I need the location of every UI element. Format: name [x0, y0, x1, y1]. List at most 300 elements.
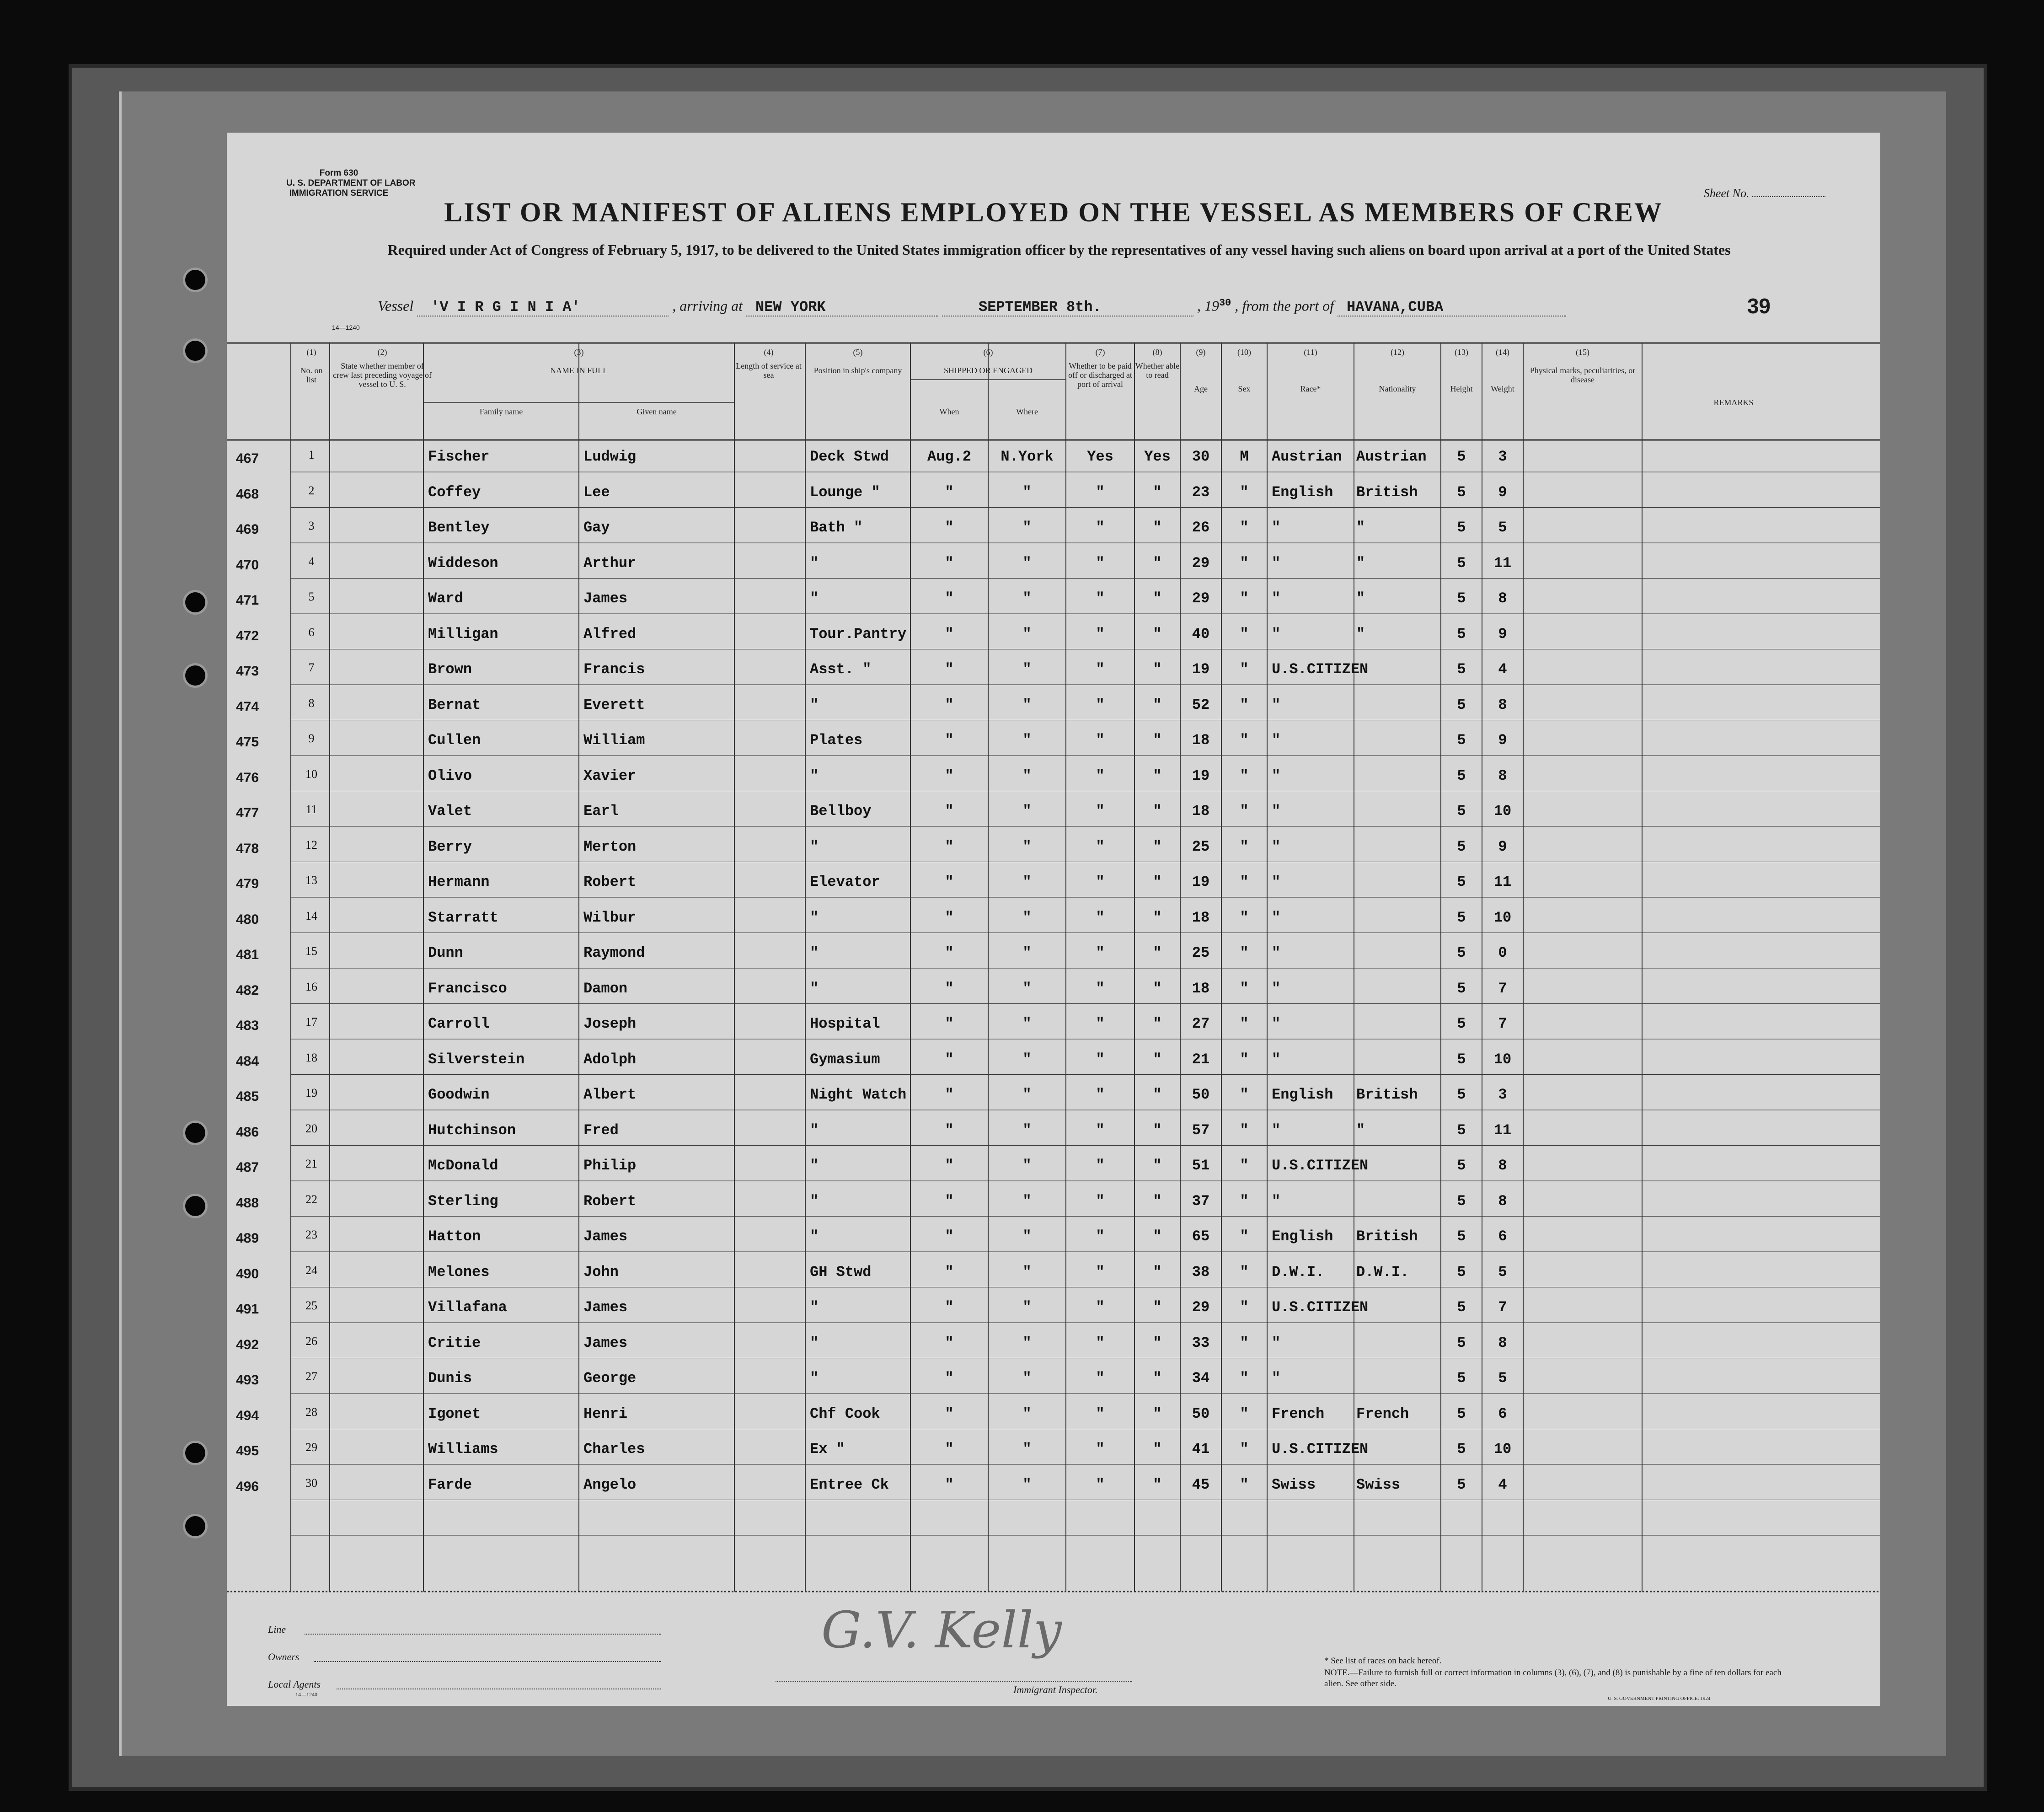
cell-paid: " — [1096, 1299, 1105, 1316]
cell-position: Bellboy — [810, 803, 872, 820]
cell-read: " — [1153, 590, 1162, 607]
cell-given: Raymond — [583, 944, 645, 961]
cell-given: Francis — [583, 661, 645, 678]
col12-header — [1354, 348, 1441, 393]
cell-position: Gymasium — [810, 1051, 880, 1068]
cell-height: 5 — [1457, 1405, 1466, 1422]
cell-when: " — [945, 1263, 954, 1281]
cell-age: 41 — [1192, 1441, 1210, 1458]
line-number: 475 — [236, 734, 259, 750]
inspector-blank — [776, 1681, 1132, 1682]
cell-when: " — [945, 1405, 954, 1422]
cell-race: " — [1272, 1015, 1281, 1032]
service-name: IMMIGRATION SERVICE — [289, 188, 389, 198]
cell-family: Carroll — [428, 1015, 490, 1032]
cell-no: 6 — [308, 625, 315, 639]
cell-race: " — [1272, 1051, 1281, 1068]
line-number: 493 — [236, 1372, 259, 1388]
cell-read: " — [1153, 1015, 1162, 1032]
cell-race: " — [1272, 732, 1281, 749]
cell-nat: " — [1356, 554, 1365, 572]
cell-paid: " — [1096, 625, 1105, 643]
cell-read: " — [1153, 1334, 1162, 1351]
col9-number: (9) — [1196, 348, 1206, 357]
printer-imprint: U. S. GOVERNMENT PRINTING OFFICE: 1924 — [1608, 1696, 1711, 1701]
cell-position: " — [810, 1299, 819, 1316]
cell-no: 2 — [308, 483, 315, 497]
cell-weight: 8 — [1498, 1192, 1507, 1210]
col11-header — [1267, 348, 1354, 393]
cell-family: Fischer — [428, 448, 490, 465]
cell-read: Yes — [1144, 448, 1171, 465]
cell-sex: " — [1240, 1441, 1249, 1458]
cell-where: " — [1022, 1121, 1032, 1139]
cell-height: 5 — [1457, 838, 1466, 855]
cell-family: Melones — [428, 1263, 490, 1281]
cell-weight: 8 — [1498, 767, 1507, 784]
cell-paid: " — [1096, 1334, 1105, 1351]
cell-race: " — [1272, 1334, 1281, 1351]
line-number: 486 — [236, 1124, 259, 1140]
cell-family: Hutchinson — [428, 1121, 516, 1139]
cell-weight: 0 — [1498, 944, 1507, 961]
cell-age: 21 — [1192, 1051, 1210, 1068]
cell-nat: " — [1356, 625, 1365, 643]
cell-age: 65 — [1192, 1228, 1210, 1245]
cell-position: Ex " — [810, 1441, 845, 1458]
col5-label: Position in ship's company — [813, 366, 902, 375]
col1-number: (1) — [306, 348, 316, 357]
cell-position: " — [810, 980, 819, 997]
cell-given: Robert — [583, 874, 637, 890]
cell-age: 50 — [1192, 1086, 1210, 1103]
cell-where: " — [1022, 838, 1032, 855]
cell-no: 30 — [305, 1476, 317, 1490]
cell-no: 16 — [305, 980, 317, 993]
vessel-name: 'V I R G I N I A' — [417, 299, 669, 316]
cell-paid: " — [1096, 909, 1105, 926]
cell-nat: Austrian — [1356, 448, 1427, 465]
cell-weight: 7 — [1498, 1015, 1507, 1032]
line-number: 488 — [236, 1195, 259, 1211]
cell-no: 5 — [308, 590, 315, 603]
cell-read: " — [1153, 625, 1162, 643]
cell-family: Widdeson — [428, 554, 498, 572]
line-number: 471 — [236, 593, 259, 608]
cell-position: Bath " — [810, 519, 863, 536]
col13-header — [1441, 348, 1482, 393]
cell-sex: " — [1240, 1299, 1249, 1316]
cell-race: English — [1272, 483, 1333, 501]
cell-no: 27 — [305, 1370, 317, 1383]
cell-when: " — [945, 554, 954, 572]
cell-paid: " — [1096, 1405, 1105, 1422]
cell-race: " — [1272, 625, 1281, 643]
cell-race: " — [1272, 874, 1281, 890]
cell-weight: 8 — [1498, 696, 1507, 713]
line-number: 484 — [236, 1053, 259, 1069]
cell-paid: " — [1096, 661, 1105, 678]
cell-height: 5 — [1457, 944, 1466, 961]
cell-height: 5 — [1457, 448, 1466, 465]
cell-read: " — [1153, 1299, 1162, 1316]
cell-weight: 5 — [1498, 519, 1507, 536]
cell-family: Francisco — [428, 980, 507, 997]
line-number: 468 — [236, 486, 259, 502]
cell-given: George — [583, 1370, 637, 1387]
cell-position: " — [810, 554, 819, 572]
cell-given: Adolph — [583, 1051, 637, 1068]
cell-age: 18 — [1192, 732, 1210, 749]
cell-sex: " — [1240, 1015, 1249, 1032]
cell-when: " — [945, 1476, 954, 1493]
cell-paid: " — [1096, 696, 1105, 713]
cell-no: 4 — [308, 554, 315, 568]
cell-position: Asst. " — [810, 661, 872, 678]
cell-position: " — [810, 909, 819, 926]
cell-position: Night Watch — [810, 1086, 907, 1103]
cell-sex: " — [1240, 1228, 1249, 1245]
cell-when: " — [945, 1441, 954, 1458]
cell-nat: " — [1356, 1121, 1365, 1139]
cell-age: 50 — [1192, 1405, 1210, 1422]
cell-paid: " — [1096, 874, 1105, 890]
cell-position: " — [810, 838, 819, 855]
cell-race: Swiss — [1272, 1476, 1316, 1493]
cell-read: " — [1153, 1121, 1162, 1139]
cell-where: " — [1022, 1051, 1032, 1068]
cell-weight: 6 — [1498, 1228, 1507, 1245]
form-number: Form 630 — [319, 168, 359, 178]
cell-read: " — [1153, 1157, 1162, 1174]
line-number: 473 — [236, 664, 259, 679]
cell-height: 5 — [1457, 1086, 1466, 1103]
cell-read: " — [1153, 1192, 1162, 1210]
cell-paid: " — [1096, 1086, 1105, 1103]
cell-family: Olivo — [428, 767, 472, 784]
line-number: 482 — [236, 982, 259, 998]
cell-position: Hospital — [810, 1015, 880, 1032]
document-title: LIST OR MANIFEST OF ALIENS EMPLOYED ON THE VESSEL AS MEMBERS OF CREW — [444, 197, 1663, 227]
cell-paid: " — [1096, 1121, 1105, 1139]
binder-hole — [183, 1194, 208, 1218]
cell-family: Bernat — [428, 696, 481, 713]
cell-when: " — [945, 1121, 954, 1139]
binder-hole — [183, 663, 208, 688]
cell-no: 12 — [305, 838, 317, 852]
cell-sex: " — [1240, 838, 1249, 855]
cell-paid: " — [1096, 767, 1105, 784]
cell-when: " — [945, 838, 954, 855]
cell-position: Deck Stwd — [810, 448, 889, 465]
cell-height: 5 — [1457, 483, 1466, 501]
cell-race: U.S.CITIZEN — [1272, 1441, 1369, 1458]
cell-when: " — [945, 1299, 954, 1316]
cell-given: William — [583, 732, 645, 749]
cell-where: " — [1022, 1192, 1032, 1210]
cell-nat: Swiss — [1356, 1476, 1401, 1493]
cell-family: Starratt — [428, 909, 498, 926]
cell-race: English — [1272, 1228, 1333, 1245]
cell-weight: 3 — [1498, 448, 1507, 465]
col7-number: (7) — [1095, 348, 1105, 357]
cell-where: " — [1022, 1334, 1032, 1351]
cell-weight: 8 — [1498, 1334, 1507, 1351]
cell-height: 5 — [1457, 1441, 1466, 1458]
cell-sex: " — [1240, 519, 1249, 536]
line-number: 479 — [236, 876, 259, 891]
manifest-sheet — [227, 133, 1880, 1706]
line-number: 483 — [236, 1018, 259, 1033]
cell-family: Coffey — [428, 483, 481, 501]
cell-age: 33 — [1192, 1334, 1210, 1351]
col14-label: Weight — [1491, 384, 1514, 393]
cell-where: " — [1022, 1263, 1032, 1281]
cell-age: 40 — [1192, 625, 1210, 643]
col3-label: NAME IN FULL — [550, 366, 608, 375]
cell-height: 5 — [1457, 696, 1466, 713]
col3a-label: Family name — [479, 407, 523, 416]
cell-read: " — [1153, 874, 1162, 890]
cell-height: 5 — [1457, 1192, 1466, 1210]
cell-given: Wilbur — [583, 909, 637, 926]
races-note: * See list of races on back hereof. — [1324, 1656, 1442, 1666]
cell-when: " — [945, 980, 954, 997]
cell-age: 29 — [1192, 1299, 1210, 1316]
cell-age: 34 — [1192, 1370, 1210, 1387]
cell-race: U.S.CITIZEN — [1272, 1157, 1369, 1174]
cell-where: " — [1022, 661, 1032, 678]
cell-read: " — [1153, 1086, 1162, 1103]
cell-weight: 10 — [1493, 1051, 1512, 1068]
document-subtitle: Required under Act of Congress of February 5, 1917, to be delivered to the United States immigration officer by the representatives of any vessel having such aliens on board upon arrival at a port of the United States — [387, 241, 1731, 258]
cell-given: John — [583, 1263, 619, 1281]
cell-sex: M — [1240, 448, 1249, 465]
cell-race: " — [1272, 554, 1281, 572]
cell-where: N.York — [1001, 448, 1054, 465]
line-number: 494 — [236, 1408, 259, 1423]
cell-family: Williams — [428, 1441, 498, 1458]
cell-given: Lee — [583, 483, 610, 501]
binder-hole — [183, 1441, 208, 1465]
cell-given: James — [583, 1299, 628, 1316]
cell-family: Dunn — [428, 944, 463, 961]
cell-given: James — [583, 590, 628, 607]
cell-no: 25 — [305, 1299, 317, 1312]
cell-age: 37 — [1192, 1192, 1210, 1210]
cell-when: Aug.2 — [927, 448, 971, 465]
col6-number: (6) — [983, 348, 993, 357]
cell-height: 5 — [1457, 519, 1466, 536]
cell-age: 18 — [1192, 980, 1210, 997]
cell-given: Albert — [583, 1086, 637, 1103]
cell-age: 19 — [1192, 767, 1210, 784]
col11-label: Race* — [1300, 384, 1321, 393]
cell-family: Bentley — [428, 519, 490, 536]
cell-no: 28 — [305, 1405, 317, 1419]
cell-age: 57 — [1192, 1121, 1210, 1139]
cell-when: " — [945, 625, 954, 643]
col3-number: (3) — [574, 348, 584, 357]
cell-weight: 11 — [1493, 874, 1512, 890]
cell-nat: British — [1356, 1228, 1418, 1245]
cell-sex: " — [1240, 696, 1249, 713]
cell-height: 5 — [1457, 1157, 1466, 1174]
cell-where: " — [1022, 554, 1032, 572]
cell-family: McDonald — [428, 1157, 498, 1174]
cell-paid: " — [1096, 1370, 1105, 1387]
col2-number: (2) — [377, 348, 387, 357]
cell-read: " — [1153, 1476, 1162, 1493]
cell-read: " — [1153, 696, 1162, 713]
cell-given: Gay — [583, 519, 610, 536]
col15-number: (15) — [1576, 348, 1589, 357]
col2-header — [332, 348, 433, 389]
cell-paid: " — [1096, 554, 1105, 572]
cell-no: 17 — [305, 1015, 317, 1029]
departure-port: HAVANA,CUBA — [1338, 299, 1566, 316]
cell-height: 5 — [1457, 803, 1466, 820]
cell-paid: " — [1096, 519, 1105, 536]
cell-no: 15 — [305, 944, 317, 958]
cell-height: 5 — [1457, 1476, 1466, 1493]
cell-when: " — [945, 1334, 954, 1351]
cell-age: 30 — [1192, 448, 1210, 465]
line-number: 489 — [236, 1231, 259, 1246]
line-number: 496 — [236, 1479, 259, 1494]
cell-no: 19 — [305, 1086, 317, 1099]
col15-label: Physical marks, peculiarities, or disease — [1530, 366, 1636, 384]
vessel-label: Vessel — [378, 297, 414, 314]
cell-weight: 8 — [1498, 1157, 1507, 1174]
cell-no: 10 — [305, 767, 317, 781]
cell-given: Earl — [583, 803, 619, 820]
col3b-label: Given name — [637, 407, 677, 416]
cell-race: " — [1272, 767, 1281, 784]
cell-weight: 11 — [1493, 554, 1512, 572]
cell-race: French — [1272, 1405, 1325, 1422]
cell-given: James — [583, 1228, 628, 1245]
cell-read: " — [1153, 1370, 1162, 1387]
cell-sex: " — [1240, 1476, 1249, 1493]
cell-sex: " — [1240, 590, 1249, 607]
cell-sex: " — [1240, 1263, 1249, 1281]
col11-number: (11) — [1304, 348, 1317, 357]
cell-sex: " — [1240, 909, 1249, 926]
cell-family: Cullen — [428, 732, 481, 749]
line-number: 474 — [236, 699, 259, 714]
arrival-port: NEW YORK — [746, 299, 938, 316]
cell-age: 26 — [1192, 519, 1210, 536]
cell-height: 5 — [1457, 590, 1466, 607]
cell-weight: 8 — [1498, 590, 1507, 607]
cell-weight: 3 — [1498, 1086, 1507, 1103]
col1-label: No. on list — [300, 366, 323, 384]
cell-height: 5 — [1457, 1263, 1466, 1281]
cell-height: 5 — [1457, 1228, 1466, 1245]
cell-where: " — [1022, 483, 1032, 501]
cell-paid: " — [1096, 838, 1105, 855]
cell-height: 5 — [1457, 1051, 1466, 1068]
cell-age: 25 — [1192, 944, 1210, 961]
cell-where: " — [1022, 590, 1032, 607]
col6b-label: Where — [1016, 407, 1038, 416]
cell-height: 5 — [1457, 554, 1466, 572]
cell-where: " — [1022, 625, 1032, 643]
cell-age: 25 — [1192, 838, 1210, 855]
owners-label: Owners — [268, 1651, 300, 1662]
cell-given: Charles — [583, 1441, 645, 1458]
cell-read: " — [1153, 944, 1162, 961]
cell-paid: " — [1096, 732, 1105, 749]
cell-weight: 4 — [1498, 661, 1507, 678]
cell-position: " — [810, 696, 819, 713]
col5-number: (5) — [853, 348, 863, 357]
cell-age: 23 — [1192, 483, 1210, 501]
cell-race: " — [1272, 909, 1281, 926]
cell-age: 29 — [1192, 554, 1210, 572]
col1-header — [294, 348, 328, 384]
col8-header — [1134, 348, 1180, 380]
col7-header — [1066, 348, 1134, 389]
cell-no: 1 — [308, 448, 315, 461]
cell-given: Fred — [583, 1121, 619, 1139]
cell-where: " — [1022, 519, 1032, 536]
line-number: 491 — [236, 1302, 259, 1317]
cell-weight: 9 — [1498, 838, 1507, 855]
cell-height: 5 — [1457, 909, 1466, 926]
cell-family: Goodwin — [428, 1086, 490, 1103]
cell-where: " — [1022, 1086, 1032, 1103]
cell-no: 23 — [305, 1228, 317, 1241]
cell-position: " — [810, 1121, 819, 1139]
cell-when: " — [945, 1370, 954, 1387]
cell-weight: 5 — [1498, 1370, 1507, 1387]
cell-where: " — [1022, 944, 1032, 961]
cell-family: Valet — [428, 803, 472, 820]
page-number: 39 — [1747, 294, 1771, 318]
cell-when: " — [945, 803, 954, 820]
cell-when: " — [945, 483, 954, 501]
col14-number: (14) — [1496, 348, 1509, 357]
inspector-signature: G.V. Kelly — [821, 1601, 1062, 1659]
cell-paid: " — [1096, 1228, 1105, 1245]
cell-given: Alfred — [583, 625, 637, 643]
cell-paid: " — [1096, 1051, 1105, 1068]
cell-nat: " — [1356, 590, 1365, 607]
col8-number: (8) — [1152, 348, 1162, 357]
cell-weight: 10 — [1493, 803, 1512, 820]
col7-label: Whether to be paid off or discharged at port of arrival — [1068, 361, 1132, 389]
cell-race: " — [1272, 519, 1281, 536]
cell-no: 13 — [305, 874, 317, 887]
cell-where: " — [1022, 696, 1032, 713]
col13-label: Height — [1450, 384, 1473, 393]
cell-family: Villafana — [428, 1299, 507, 1316]
cell-where: " — [1022, 803, 1032, 820]
cell-given: Henri — [583, 1405, 628, 1422]
cell-when: " — [945, 590, 954, 607]
cell-sex: " — [1240, 1051, 1249, 1068]
cell-height: 5 — [1457, 732, 1466, 749]
line-label: Line — [268, 1624, 286, 1635]
cell-family: Silverstein — [428, 1051, 525, 1068]
cell-position: " — [810, 1228, 819, 1245]
cell-sex: " — [1240, 1157, 1249, 1174]
cell-when: " — [945, 909, 954, 926]
cell-paid: Yes — [1087, 448, 1113, 465]
cell-where: " — [1022, 1441, 1032, 1458]
